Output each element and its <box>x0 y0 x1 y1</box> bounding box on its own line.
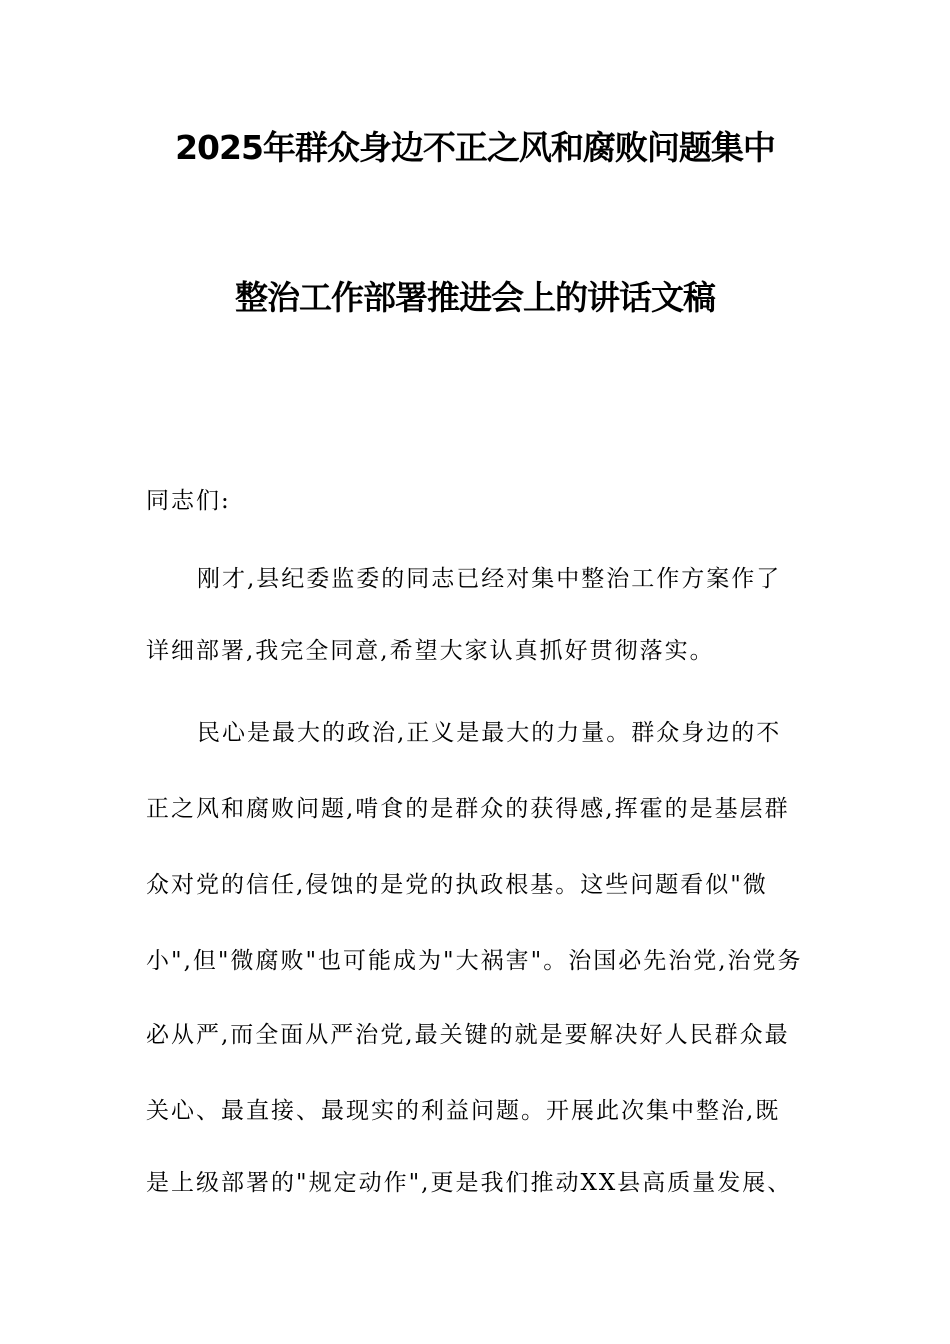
paragraph-1-line-1: 刚才,县纪委监委的同志已经对集中整治工作方案作了 <box>197 566 782 592</box>
document-title-line-1: 2025年群众身边不正之风和腐败问题集中 <box>175 128 775 167</box>
paragraph-2-line-7: 是上级部署的"规定动作",更是我们推动XX县高质量发展、 <box>146 1170 793 1196</box>
paragraph-2-line-3: 众对党的信任,侵蚀的是党的执政根基。这些问题看似"微 <box>146 872 768 898</box>
paragraph-2-line-2: 正之风和腐败问题,啃食的是群众的获得感,挥霍的是基层群 <box>146 796 790 822</box>
paragraph-1-line-2: 详细部署,我完全同意,希望大家认真抓好贯彻落实。 <box>146 638 715 664</box>
salutation: 同志们: <box>146 488 231 514</box>
paragraph-2-line-1: 民心是最大的政治,正义是最大的力量。群众身边的不 <box>197 720 782 746</box>
paragraph-2-line-5: 必从严,而全面从严治党,最关键的就是要解决好人民群众最 <box>146 1022 790 1048</box>
paragraph-2-line-6: 关心、最直接、最现实的利益问题。开展此次集中整治,既 <box>146 1098 781 1124</box>
paragraph-2-line-4: 小",但"微腐败"也可能成为"大祸害"。治国必先治党,治党务 <box>146 948 803 974</box>
document-title-line-2: 整治工作部署推进会上的讲话文稿 <box>235 278 715 317</box>
